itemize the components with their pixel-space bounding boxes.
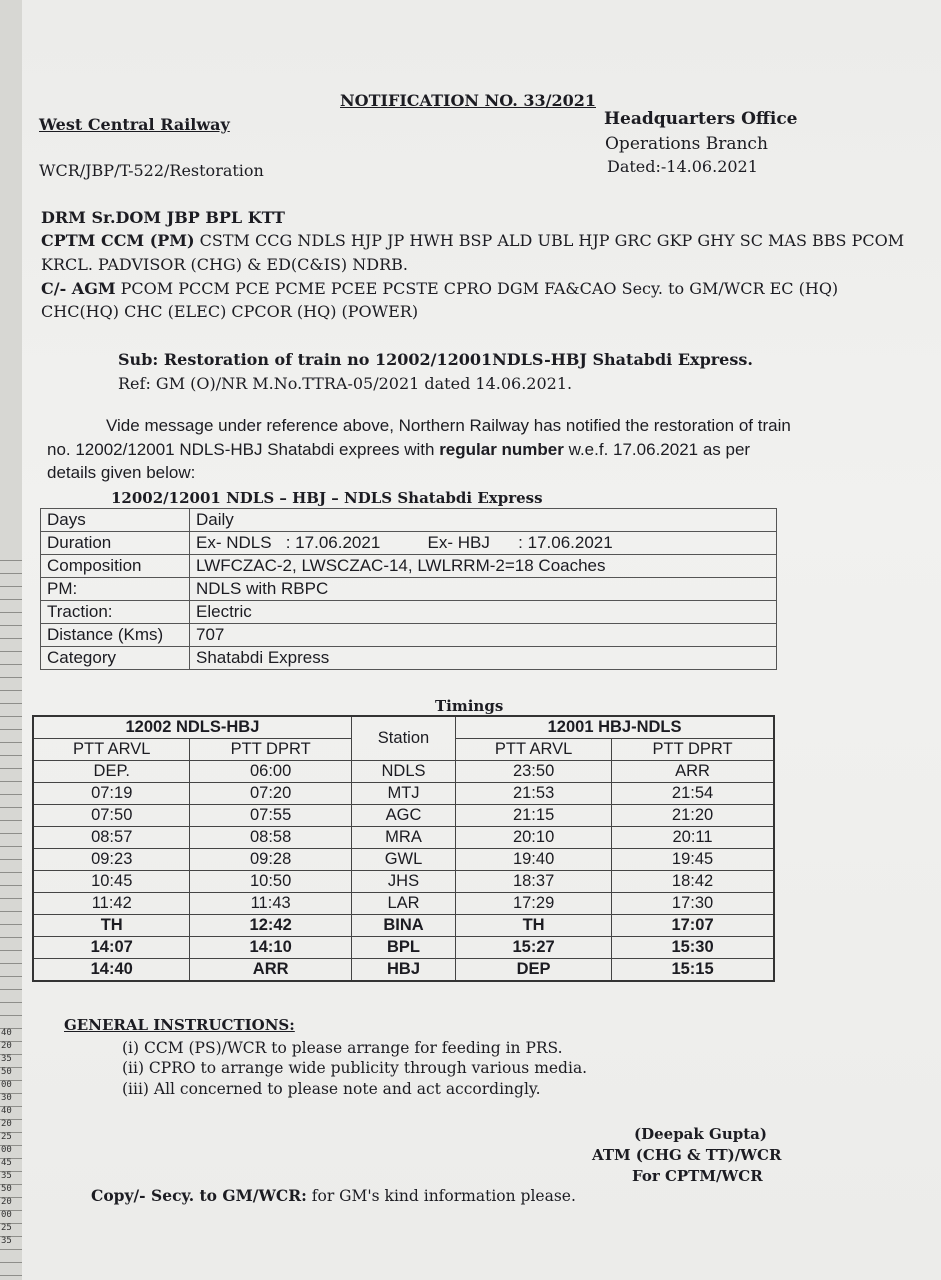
up-departure-cell: 15:15: [612, 959, 774, 982]
edge-rule-line: [0, 703, 22, 704]
down-departure-cell: 14:10: [190, 937, 351, 959]
details-value: 707: [190, 624, 777, 647]
timings-row: [33, 805, 774, 827]
regular-number-emphasis: regular number: [439, 440, 564, 459]
details-key: Distance (Kms): [41, 624, 190, 647]
up-departure-cell: 19:45: [612, 849, 774, 871]
station-cell: JHS: [351, 871, 455, 893]
down-arrival-cell: 14:40: [33, 959, 190, 982]
edge-number: 40: [1, 1028, 12, 1038]
station-cell: GWL: [351, 849, 455, 871]
edge-number: 00: [1, 1080, 12, 1090]
body-line-2-b: w.e.f. 17.06.2021 as per: [563, 440, 751, 459]
down-departure-header: PTT DPRT: [190, 739, 351, 761]
down-arrival-header: PTT ARVL: [33, 739, 190, 761]
up-arrival-cell: 23:50: [456, 761, 612, 783]
branch-name: Operations Branch: [605, 134, 768, 154]
edge-number: 50: [1, 1184, 12, 1194]
edge-rule-line: [0, 638, 22, 639]
timings-caption: Timings: [435, 697, 504, 715]
up-departure-header: PTT DPRT: [612, 739, 774, 761]
subject-line: Sub: Restoration of train no 12002/12001NDLS-HBJ Shatabdi Express.: [118, 350, 753, 369]
station-cell: HBJ: [351, 959, 455, 982]
edge-number: 25: [1, 1132, 12, 1142]
edge-rule-line: [0, 1002, 22, 1003]
instruction-item: (ii) CPRO to arrange wide publicity through various media.: [122, 1059, 588, 1077]
body-line-2-a: no. 12002/12001 NDLS-HBJ Shatabdi exprees with: [47, 440, 440, 459]
station-cell: BPL: [351, 937, 455, 959]
signatory-designation: ATM (CHG & TT)/WCR: [592, 1146, 782, 1164]
up-arrival-cell: 15:27: [456, 937, 612, 959]
instructions-title: GENERAL INSTRUCTIONS:: [64, 1016, 295, 1034]
edge-rule-line: [0, 755, 22, 756]
down-departure-cell: 11:43: [190, 893, 351, 915]
edge-rule-line: [0, 677, 22, 678]
edge-rule-line: [0, 729, 22, 730]
down-departure-cell: 09:28: [190, 849, 351, 871]
down-arrival-cell: 07:19: [33, 783, 190, 805]
up-departure-cell: 17:30: [612, 893, 774, 915]
down-departure-cell: 06:00: [190, 761, 351, 783]
edge-rule-line: [0, 898, 22, 899]
edge-rule-line: [0, 560, 22, 561]
edge-number: 20: [1, 1041, 12, 1051]
edge-rule-line: [0, 716, 22, 717]
down-arrival-cell: 14:07: [33, 937, 190, 959]
edge-rule-line: [0, 768, 22, 769]
edge-rule-line: [0, 625, 22, 626]
down-departure-cell: 07:55: [190, 805, 351, 827]
reference-number: WCR/JBP/T-522/Restoration: [39, 161, 264, 180]
down-arrival-cell: 11:42: [33, 893, 190, 915]
details-value: Daily: [190, 509, 777, 532]
timings-row: [33, 761, 774, 783]
edge-rule-line: [0, 586, 22, 587]
down-departure-cell: 07:20: [190, 783, 351, 805]
up-train-header: 12001 HBJ-NDLS: [456, 716, 774, 739]
underlying-page-edge: [0, 0, 23, 1280]
edge-rule-line: [0, 846, 22, 847]
timings-row: [33, 827, 774, 849]
station-cell: MRA: [351, 827, 455, 849]
edge-number: 25: [1, 1223, 12, 1233]
addressee-line-2: [41, 231, 904, 250]
edge-rule-line: [0, 976, 22, 977]
details-key: Days: [41, 509, 190, 532]
details-key: Composition: [41, 555, 190, 578]
signatory-for: For CPTM/WCR: [632, 1167, 763, 1185]
timings-row: [33, 959, 774, 982]
up-arrival-cell: 20:10: [456, 827, 612, 849]
edge-rule-line: [0, 1262, 22, 1263]
details-value: Ex- NDLS : 17.06.2021 Ex- HBJ : 17.06.2021: [190, 532, 777, 555]
down-departure-cell: 12:42: [190, 915, 351, 937]
details-row: [41, 532, 777, 555]
details-row: [41, 555, 777, 578]
down-departure-cell: 08:58: [190, 827, 351, 849]
edge-rule-line: [0, 781, 22, 782]
edge-rule-line: [0, 690, 22, 691]
edge-number: 35: [1, 1054, 12, 1064]
up-arrival-cell: 18:37: [456, 871, 612, 893]
edge-number: 20: [1, 1119, 12, 1129]
station-cell: BINA: [351, 915, 455, 937]
up-departure-cell: 18:42: [612, 871, 774, 893]
edge-rule-line: [0, 937, 22, 938]
up-departure-cell: 15:30: [612, 937, 774, 959]
up-departure-cell: ARR: [612, 761, 774, 783]
edge-rule-line: [0, 820, 22, 821]
edge-rule-line: [0, 950, 22, 951]
timings-row: [33, 871, 774, 893]
up-arrival-cell: 21:53: [456, 783, 612, 805]
edge-rule-line: [0, 833, 22, 834]
copy-to-list: PCOM PCCM PCE PCME PCEE PCSTE CPRO DGM FA&CAO Secy. to GM/WCR EC (HQ): [115, 279, 839, 298]
edge-rule-line: [0, 963, 22, 964]
edge-rule-line: [0, 872, 22, 873]
edge-rule-line: [0, 573, 22, 574]
edge-rule-line: [0, 742, 22, 743]
up-departure-cell: 17:07: [612, 915, 774, 937]
timings-table: [32, 715, 775, 982]
edge-number: 40: [1, 1106, 12, 1116]
edge-rule-line: [0, 1015, 22, 1016]
timings-row: [33, 893, 774, 915]
train-details-table: [40, 508, 777, 670]
edge-rule-line: [0, 651, 22, 652]
down-train-header: 12002 NDLS-HBJ: [33, 716, 351, 739]
instruction-item: (iii) All concerned to please note and act accordingly.: [122, 1080, 541, 1098]
body-line-2: [47, 440, 750, 460]
addressee-line-1: DRM Sr.DOM JBP BPL KTT: [41, 208, 285, 227]
copy-to-label: C/- AGM: [41, 279, 116, 298]
edge-rule-line: [0, 924, 22, 925]
station-cell: AGC: [351, 805, 455, 827]
station-cell: MTJ: [351, 783, 455, 805]
notification-number: NOTIFICATION NO. 33/2021: [340, 91, 596, 110]
station-cell: LAR: [351, 893, 455, 915]
edge-number: 35: [1, 1171, 12, 1181]
date-line: Dated:-14.06.2021: [607, 157, 758, 176]
underlying-page-ruling: [0, 560, 22, 1280]
up-arrival-cell: DEP: [456, 959, 612, 982]
edge-rule-line: [0, 794, 22, 795]
up-departure-cell: 21:54: [612, 783, 774, 805]
up-arrival-header: PTT ARVL: [456, 739, 612, 761]
details-value: LWFCZAC-2, LWSCZAC-14, LWLRRM-2=18 Coaches: [190, 555, 777, 578]
down-arrival-cell: TH: [33, 915, 190, 937]
details-key: PM:: [41, 578, 190, 601]
edge-number: 00: [1, 1210, 12, 1220]
edge-number: 30: [1, 1093, 12, 1103]
station-header: Station: [351, 716, 455, 761]
down-arrival-cell: 08:57: [33, 827, 190, 849]
down-arrival-cell: 09:23: [33, 849, 190, 871]
edge-number: 00: [1, 1145, 12, 1155]
copy-label: Copy/- Secy. to GM/WCR:: [91, 1186, 307, 1205]
body-line-1: Vide message under reference above, Northern Railway has notified the restoration of train: [106, 416, 791, 435]
office-name: Headquarters Office: [604, 109, 798, 129]
addressee-line-5: CHC(HQ) CHC (ELEC) CPCOR (HQ) (POWER): [41, 302, 419, 321]
down-departure-cell: ARR: [190, 959, 351, 982]
timings-row: [33, 915, 774, 937]
up-arrival-cell: 17:29: [456, 893, 612, 915]
reference-line: Ref: GM (O)/NR M.No.TTRA-05/2021 dated 14.06.2021.: [118, 374, 573, 393]
down-arrival-cell: 10:45: [33, 871, 190, 893]
details-value: Shatabdi Express: [190, 647, 777, 670]
edge-number: 20: [1, 1197, 12, 1207]
edge-rule-line: [0, 599, 22, 600]
details-row: [41, 647, 777, 670]
body-line-3: details given below:: [47, 463, 196, 482]
details-value: Electric: [190, 601, 777, 624]
copy-line: [91, 1186, 576, 1205]
edge-rule-line: [0, 1249, 22, 1250]
timings-row: [33, 783, 774, 805]
edge-rule-line: [0, 911, 22, 912]
railway-name: West Central Railway: [39, 115, 230, 134]
copy-text: for GM's kind information please.: [306, 1187, 576, 1205]
cptm-label: CPTM CCM (PM): [41, 231, 195, 250]
up-arrival-cell: 19:40: [456, 849, 612, 871]
station-cell: NDLS: [351, 761, 455, 783]
edge-rule-line: [0, 885, 22, 886]
down-departure-cell: 10:50: [190, 871, 351, 893]
details-key: Category: [41, 647, 190, 670]
up-departure-cell: 21:20: [612, 805, 774, 827]
up-arrival-cell: TH: [456, 915, 612, 937]
timings-row: [33, 937, 774, 959]
edge-rule-line: [0, 1275, 22, 1276]
signatory-name: (Deepak Gupta): [634, 1125, 767, 1143]
up-departure-cell: 20:11: [612, 827, 774, 849]
details-row: [41, 509, 777, 532]
edge-rule-line: [0, 612, 22, 613]
details-value: NDLS with RBPC: [190, 578, 777, 601]
edge-number: 45: [1, 1158, 12, 1168]
addressee-line-4: [41, 279, 838, 298]
up-arrival-cell: 21:15: [456, 805, 612, 827]
details-caption: 12002/12001 NDLS – HBJ – NDLS Shatabdi Express: [111, 489, 543, 507]
edge-rule-line: [0, 807, 22, 808]
edge-rule-line: [0, 859, 22, 860]
edge-number: 35: [1, 1236, 12, 1246]
instruction-item: (i) CCM (PS)/WCR to please arrange for feeding in PRS.: [122, 1039, 563, 1057]
edge-rule-line: [0, 989, 22, 990]
details-row: [41, 578, 777, 601]
details-row: [41, 601, 777, 624]
timings-row: [33, 849, 774, 871]
down-arrival-cell: 07:50: [33, 805, 190, 827]
down-arrival-cell: DEP.: [33, 761, 190, 783]
edge-rule-line: [0, 664, 22, 665]
details-row: [41, 624, 777, 647]
details-key: Duration: [41, 532, 190, 555]
details-key: Traction:: [41, 601, 190, 624]
cptm-list: CSTM CCG NDLS HJP JP HWH BSP ALD UBL HJP GRC GKP GHY SC MAS BBS PCOM: [194, 231, 905, 250]
edge-number: 50: [1, 1067, 12, 1077]
addressee-line-3: KRCL. PADVISOR (CHG) & ED(C&IS) NDRB.: [41, 255, 408, 274]
